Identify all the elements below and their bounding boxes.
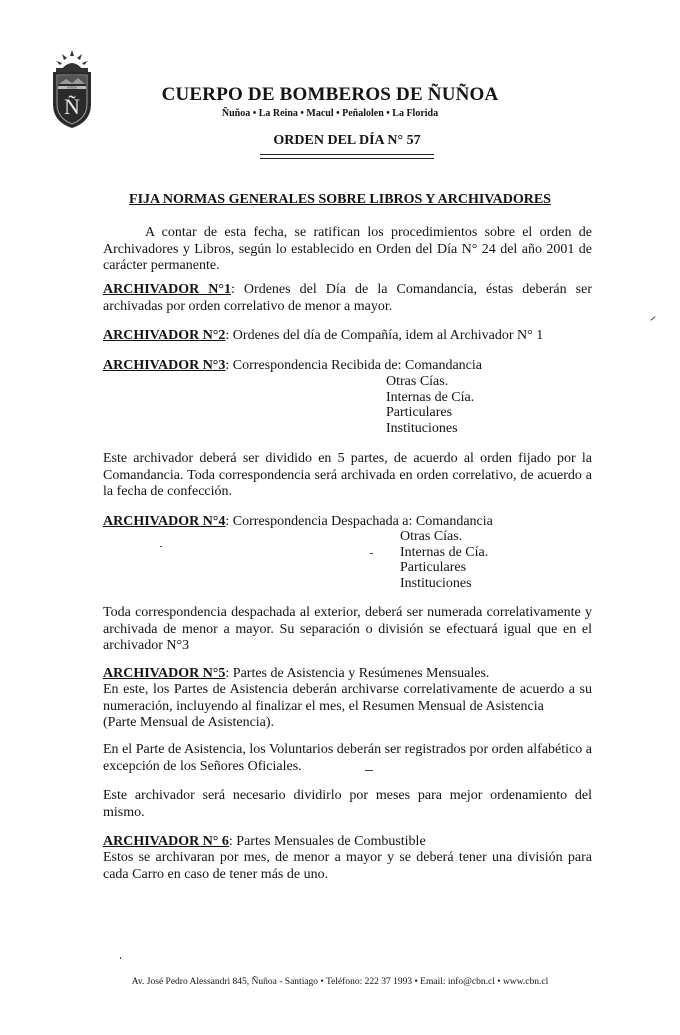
- archivador-5-note-1: En el Parte de Asistencia, los Voluntarios deberán ser registrados por orden alfabético a excepción de los Señores Oficiales.: [103, 742, 592, 774]
- archivador-4-item: Internas de Cía.: [400, 544, 489, 560]
- archivador-4-label: ARCHIVADOR N°4: [103, 514, 226, 529]
- archivador-4-item: Otras Cías.: [400, 529, 463, 544]
- archivador-5-note-2: Este archivador será necesario dividirlo por meses para mejor ordenamiento del mismo.: [103, 788, 592, 820]
- archivador-1-label: ARCHIVADOR N°1: [103, 282, 231, 297]
- organization-name: CUERPO DE BOMBEROS DE ÑUÑOA: [161, 84, 499, 105]
- archivador-5-body: [103, 682, 592, 732]
- archivador-5-line: (Parte Mensual de Asistencia).: [103, 715, 275, 730]
- document-title: FIJA NORMAS GENERALES SOBRE LIBROS Y ARCHIVADORES: [129, 192, 551, 207]
- archivador-5-line: numeración, incluyendo al finalizar el mes, el Resumen Mensual de Asistencia: [103, 698, 544, 714]
- archivador-4-item: Instituciones: [400, 575, 472, 591]
- crest-caption: ÑUÑOA: [67, 86, 77, 90]
- archivador-5-label: ARCHIVADOR N°5: [103, 666, 226, 681]
- scan-speck: [365, 770, 373, 771]
- order-title: ORDEN DEL DÍA N° 57: [273, 133, 421, 148]
- footer-contact: Av. José Pedro Alessandri 845, Ñuñoa - Santiago • Teléfono: 222 37 1993 • Email: info@cbn.cl • www.cbn.cl: [131, 977, 549, 987]
- scan-speck: [370, 553, 373, 554]
- archivador-3-list: [386, 374, 474, 436]
- archivador-4-item: Particulares: [400, 560, 467, 576]
- crest-letter: Ñ: [64, 94, 80, 119]
- archivador-6-heading: [103, 834, 592, 851]
- archivador-5-text: : Partes de Asistencia y Resúmenes Mensuales.: [225, 666, 490, 681]
- scan-speck: [650, 316, 655, 321]
- archivador-4-note: Toda correspondencia despachada al exterior, deberá ser numerada correlativamente y archivada de menor a mayor. Su separación o división se efectuará igual que en el archivador N°3: [103, 605, 592, 653]
- archivador-2-text: : Ordenes del día de Compañía, idem al Archivador N° 1: [225, 328, 544, 343]
- scan-speck: [120, 957, 121, 959]
- intro-paragraph: A contar de esta fecha, se ratifican los procedimientos sobre el orden de Archivadores y Libros, según lo establecido en Orden del Día N° 24 del año 2001 de carácter permanente.: [103, 225, 592, 273]
- archivador-3-item: Instituciones: [386, 420, 458, 436]
- scan-speck: [160, 546, 162, 547]
- archivador-5-heading: [103, 666, 592, 683]
- archivador-1-text: : Ordenes del Día de la Comandancia, éstas deberán ser archivadas por orden correlativo de menor a mayor.: [103, 282, 592, 314]
- archivador-6-text: : Partes Mensuales de Combustible: [228, 834, 426, 849]
- archivador-3-label: ARCHIVADOR N°3: [103, 358, 226, 373]
- archivador-5-line: En este, los Partes de Asistencia deberán archivarse correlativamente de acuerdo a su: [103, 682, 592, 697]
- communes-line: Ñuñoa • La Reina • Macul • Peñalolen • La Florida: [221, 108, 439, 119]
- archivador-4-list: [400, 529, 488, 591]
- archivador-3-item: Comandancia: [405, 358, 482, 373]
- archivador-2-label: ARCHIVADOR N°2: [103, 328, 226, 343]
- archivador-4-heading: [103, 514, 592, 531]
- archivador-3-item: Internas de Cía.: [386, 389, 475, 405]
- archivador-4-item: Comandancia: [415, 514, 493, 529]
- archivador-6-body: Estos se archivaran por mes, de menor a mayor y se deberá tener una división para cada Carro en caso de tener más de uno.: [103, 850, 592, 882]
- archivador-3-heading: [103, 358, 592, 375]
- archivador-4-text: : Correspondencia Despachada a:: [225, 514, 416, 529]
- title-double-rule: [260, 154, 434, 159]
- archivador-3-text: : Correspondencia Recibida de:: [225, 358, 406, 373]
- archivador-1-paragraph: [103, 282, 592, 315]
- archivador-6-label: ARCHIVADOR N° 6: [103, 834, 229, 849]
- archivador-3-note: Este archivador deberá ser dividido en 5 partes, de acuerdo al orden fijado por la Comandancia. Toda correspondencia será archivada en orden correlativo, de acuerdo a la fecha de confección.: [103, 451, 592, 499]
- archivador-3-item: Otras Cías.: [386, 374, 449, 389]
- archivador-2-paragraph: [103, 328, 592, 345]
- archivador-3-item: Particulares: [386, 405, 453, 421]
